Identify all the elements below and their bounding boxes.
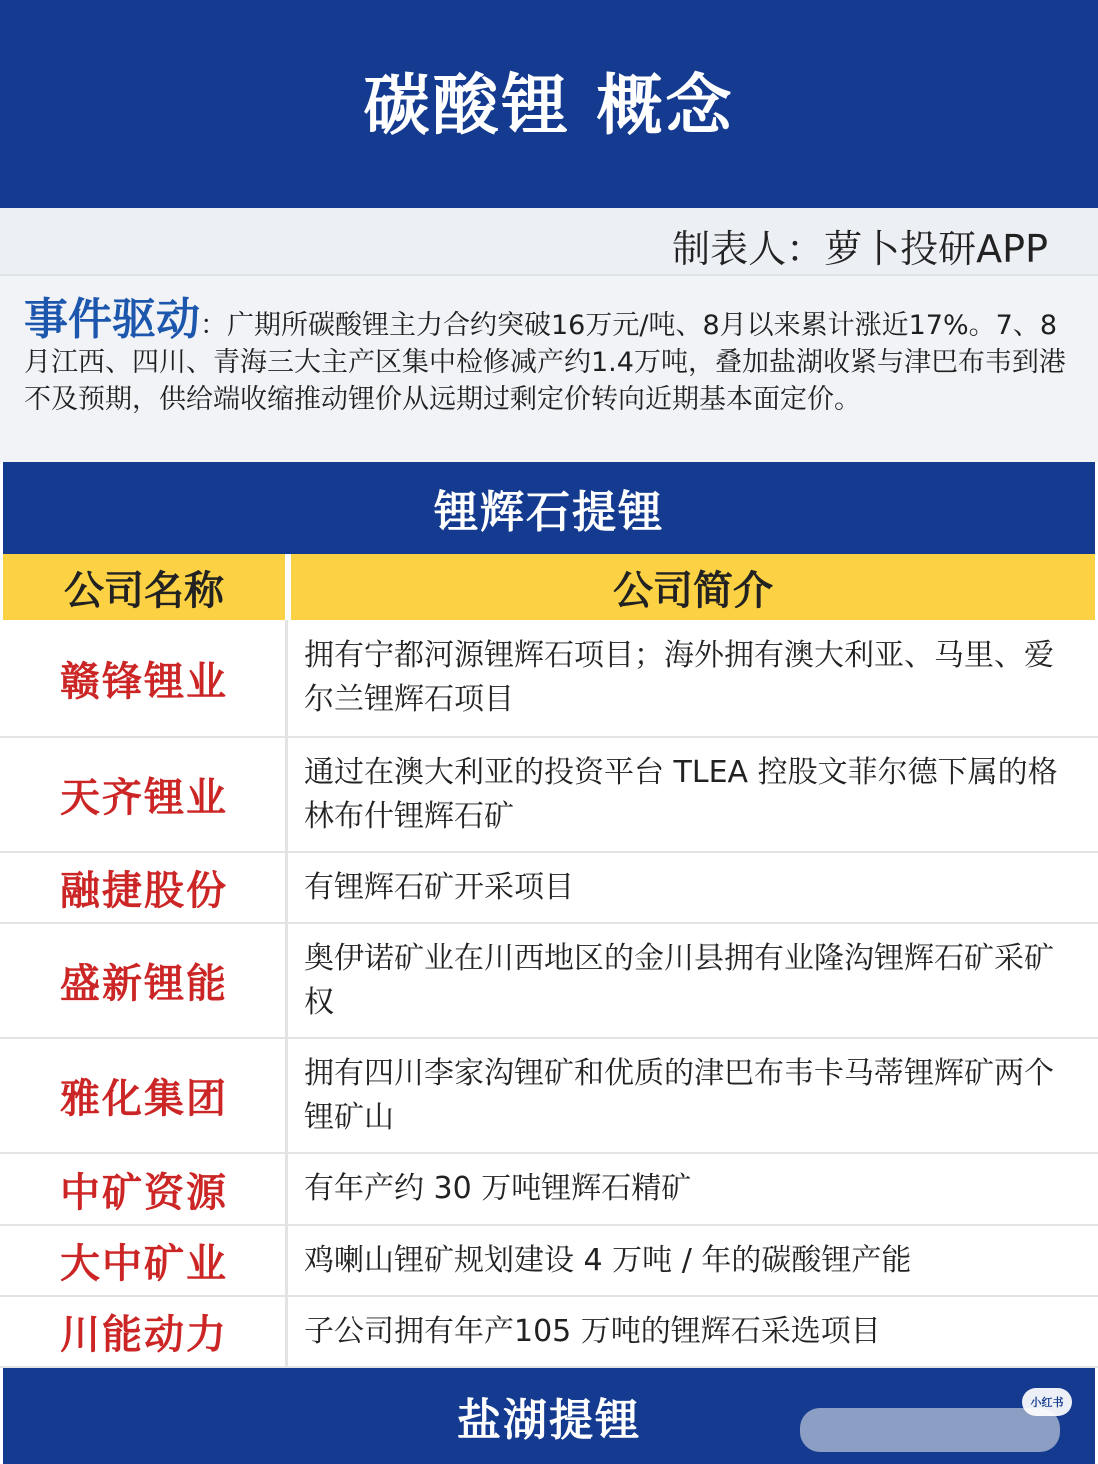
watermark-logo: 小红书: [1022, 1388, 1072, 1416]
column-header-company: 公司名称: [3, 554, 285, 620]
table-row: [0, 738, 1098, 853]
company-description: 通过在澳大利亚的投资平台 TLEA 控股文菲尔德下属的格林布什锂辉石矿: [304, 754, 1058, 834]
company-name: 天齐锂业: [0, 738, 288, 851]
table-row: [0, 1226, 1098, 1297]
table-row: [0, 620, 1098, 738]
company-description: 有锂辉石矿开采项目: [304, 869, 574, 905]
maker-label: 制表人：萝卜投研APP: [672, 227, 1048, 271]
table-row: [0, 853, 1098, 924]
section-title: 锂辉石提锂: [434, 487, 664, 538]
table-row: [0, 1297, 1098, 1368]
company-name: 川能动力: [0, 1297, 288, 1366]
company-description: 子公司拥有年产105 万吨的锂辉石采选项目: [304, 1313, 881, 1349]
table-header: [3, 554, 1095, 620]
company-name: 盛新锂能: [0, 924, 288, 1037]
event-label: 事件驱动: [24, 294, 200, 345]
company-name: 雅化集团: [0, 1039, 288, 1152]
event-text: ：广期所碳酸锂主力合约突破16万元/吨、8月以来累计涨近17%。7、8月江西、四川、青海三大主产区集中检修减产约1.4万吨，叠加盐湖收紧与津巴布韦到港不及预期，供给端收缩推动锂价从远期过剩定价转向近期基本面定价。: [24, 310, 1066, 415]
section-title: 盐湖提锂: [457, 1395, 641, 1446]
section-header-spodumene: [0, 462, 1098, 554]
page-title: 碳酸锂 概念: [363, 66, 735, 144]
company-description: 有年产约 30 万吨锂辉石精矿: [304, 1171, 692, 1206]
table-row: [0, 1154, 1098, 1226]
company-name: 中矿资源: [0, 1154, 288, 1224]
company-description: 奥伊诺矿业在川西地区的金川县拥有业隆沟锂辉石矿采矿权: [304, 940, 1054, 1020]
event-driver-box: [0, 276, 1098, 462]
company-name: 大中矿业: [0, 1226, 288, 1295]
table-row: [0, 924, 1098, 1039]
company-description: 鸡喇山锂矿规划建设 4 万吨 / 年的碳酸锂产能: [304, 1242, 912, 1278]
title-banner: [0, 0, 1098, 208]
company-description: 拥有宁都河源锂辉石项目；海外拥有澳大利亚、马里、爱尔兰锂辉石项目: [304, 638, 1054, 717]
column-header-description: 公司简介: [291, 554, 1095, 620]
company-description: 拥有四川李家沟锂矿和优质的津巴布韦卡马蒂锂辉矿两个锂矿山: [304, 1055, 1054, 1135]
company-name: 赣锋锂业: [0, 620, 288, 736]
watermark-smudge: [800, 1408, 1060, 1452]
table-row: [0, 1039, 1098, 1154]
maker-row: [0, 208, 1098, 276]
company-name: 融捷股份: [0, 853, 288, 922]
